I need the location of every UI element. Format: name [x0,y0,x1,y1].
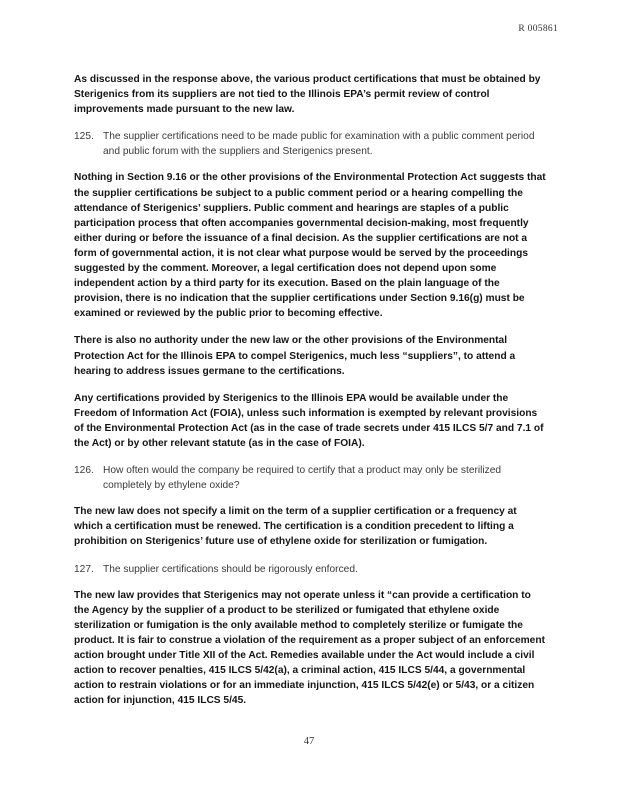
page-number: 47 [303,736,315,747]
response-paragraph: The new law provides that Sterigenics may not operate unless it “can provide a certification to the Agency by the supplier of a product to be sterilized or fumigated that ethylene oxide sterilization or fumigation is the only available method to completely sterilize or fumigate the product. It is fair to construe a violation of the requirement as a proper subject of an enforcement action brought under Title XII of the Act. Remedies available under the Act would include a civil action to recover penalties, 415 ILCS 5/42(a), a criminal action, 415 ILCS 5/44, a governmental action to restrain violations or for an immediate injunction, 415 ILCS 5/42(e) or 5/43, or a citizen action for injunction, 415 ILCS 5/45. [74,589,545,707]
comment-number: 125. [74,131,94,143]
response-paragraph: Nothing in Section 9.16 or the other provisions of the Environmental Protection Act suggests that the supplier certifications be subject to a public comment period or a hearing compelling the attendance of Sterigenics’ suppliers. Public comment and hearings are staples of a public participation process that often accompanies governmental decision-making, most frequently either during or before the issuance of a final decision. As the supplier certifications are not a form of governmental action, it is not clear what purpose would be served by the proceedings suggested by the comment. Moreover, a legal certification does not depend upon some independent action by a third party for its execution. Based on the plain language of the provision, there is no indication that the supplier certifications under Section 9.16(g) must be examined or reviewed by the public prior to becoming effective. [74,172,546,320]
comment-item [74,129,548,159]
comment-text: The supplier certifications should be rigorously enforced. [103,563,358,575]
response-paragraph: Any certifications provided by Sterigenics to the Illinois EPA would be available under the Freedom of Information Act (FOIA), unless such information is exempted by relevant provisions of the Environmental Protection Act (as in the case of trade secrets under 415 ILCS 5/7 and 7.1 of the Act) or by other relevant statute (as in the case of FOIA). [74,392,544,449]
bates-number: R 005861 [518,24,558,34]
comment-item [74,562,548,577]
document-body [74,72,548,720]
comment-text: The supplier certifications need to be made public for examination with a public comment period and public forum with the suppliers and Sterigenics present. [103,131,535,158]
comment-text: How often would the company be required to certify that a product may only be sterilized completely by ethylene oxide? [103,465,502,492]
response-paragraph: There is also no authority under the new law or the other provisions of the Environmental Protection Act for the Illinois EPA to compel Sterigenics, much less “suppliers”, to attend a hearing to address issues germane to the certifications. [74,335,516,377]
comment-number: 127. [74,563,94,575]
response-paragraph: The new law does not specify a limit on the term of a supplier certification or a frequency at which a certification must be renewed. The certification is a condition precedent to lifting a prohibition on Sterigenics’ future use of ethylene oxide for sterilization or fumigation. [74,506,517,548]
comment-item [74,463,548,493]
response-paragraph: As discussed in the response above, the various product certifications that must be obtained by Sterigenics from its suppliers are not tied to the Illinois EPA’s permit review of control improvements made pursuant to the new law. [74,74,541,116]
comment-number: 126. [74,465,94,477]
